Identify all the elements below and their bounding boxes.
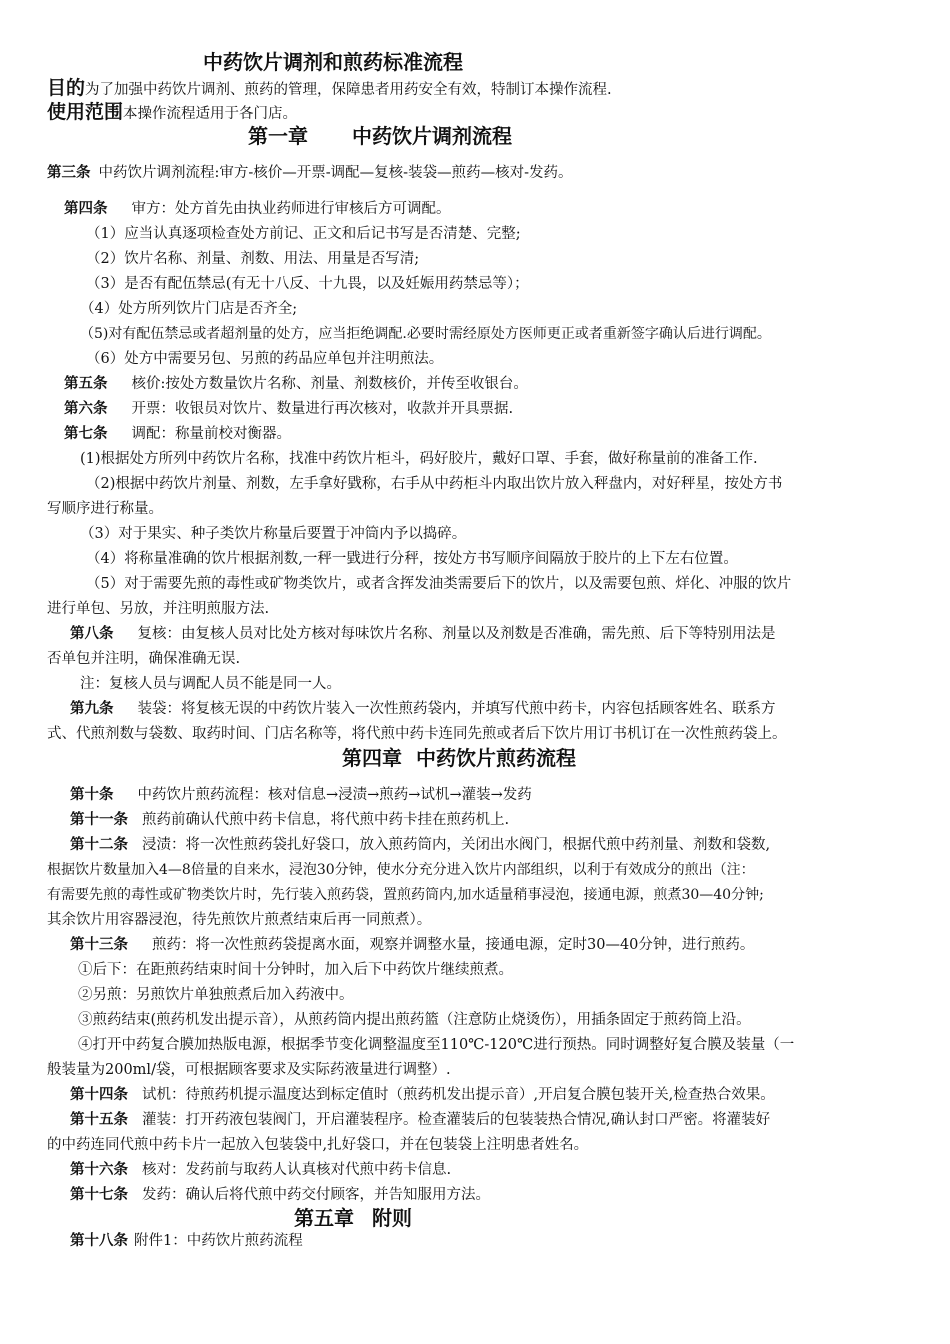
article-6-text: 开票：收银员对饮片、数量进行再次核对，收款并开具票据. [131,401,514,417]
article-15-label: 第十五条 [70,1112,128,1128]
article-4 [64,199,451,219]
article-10-label: 第十条 [70,787,114,803]
chapter1-label: 第一章 [248,124,308,148]
article-4-item: （6）处方中需要另包、另煎的药品应单包并注明煎法。 [86,351,444,367]
article-7-item: 进行单包、另放，并注明煎服方法. [47,601,270,617]
article-7 [64,424,291,444]
article-16 [70,1160,451,1180]
article-5-label: 第五条 [64,376,108,392]
chapter5-heading [294,1205,412,1231]
article-8 [70,624,776,644]
article-9-line: 式、代煎剂数与袋数、取药时间、门店名称等，将代煎中药卡连同先煎或者后下饮片用订书机订在一次性煎药袋上。 [47,726,787,742]
purpose-text: 为了加强中药饮片调剂、煎药的管理，保障患者用药安全有效，特制订本操作流程. [85,82,612,98]
article-7-item: 写顺序进行称量。 [47,501,163,517]
article-3 [47,163,572,183]
article-13-item: ②另煎：另煎饮片单独煎煮后加入药液中。 [78,987,354,1003]
article-13-item: 般装量为200ml/袋，可根据顾客要求及实际药液量进行调整）. [47,1062,451,1078]
chapter1-heading [248,123,512,149]
chapter4-title: 中药饮片煎药流程 [416,746,576,770]
article-4-item: （3）是否有配伍禁忌(有无十八反、十九畏，以及妊娠用药禁忌等）； [86,276,529,292]
article-12-text: 浸渍：将一次性煎药袋扎好袋口，放入煎药筒内，关闭出水阀门，根据代煎中药剂量、剂数和袋数, [142,837,771,853]
article-7-item: （3）对于果实、种子类饮片称量后要置于冲筒内予以捣碎。 [80,526,467,542]
chapter1-title: 中药饮片调剂流程 [352,124,512,148]
article-7-label: 第七条 [64,426,108,442]
article-5-text: 核价:按处方数量饮片名称、剂量、剂数核价，并传至收银台。 [131,376,528,392]
article-7-item: (1)根据处方所列中药饮片名称，找准中药饮片柜斗，码好胶片，戴好口罩、手套，做好称量前的准备工作. [80,451,758,467]
article-12-line: 根据饮片数量加入4—8倍量的自来水，浸泡30分钟，使水分充分进入饮片内部组织，以利于有效成分的煎出（注： [47,862,755,878]
article-13-item: ③煎药结束(煎药机发出提示音），从煎药筒内提出煎药篮（注意防止烧烫伤），用插条固定于煎药筒上沿。 [78,1012,751,1028]
article-7-item: （4）将称量准确的饮片根据剂数,一秤一戥进行分秤，按处方书写顺序间隔放于胶片的上下左右位置。 [86,551,738,567]
article-13 [70,935,754,955]
article-3-label: 第三条 [47,165,91,181]
scope-text: 本操作流程适用于各门店。 [123,106,298,122]
article-13-item: ④打开中药复合膜加热版电源，根据季节变化调整温度至110℃-120℃进行预热。同时调整好复合膜及装量（一 [78,1037,795,1053]
scope-label: 使用范围 [47,101,124,123]
article-11-label: 第十一条 [70,812,128,828]
article-14-text: 试机：待煎药机提示温度达到标定值时（煎药机发出提示音）,开启复合膜包装开关,检查热合效果。 [142,1087,775,1103]
article-13-text: 煎药：将一次性煎药袋提离水面，观察并调整水量，接通电源，定时30—40分钟，进行煎药。 [152,937,755,953]
article-3-text: 中药饮片调剂流程:审方-核价—开票-调配—复核-装袋—煎药—核对-发药。 [98,165,573,181]
article-4-text: 审方：处方首先由执业药师进行审核后方可调配。 [131,201,451,217]
article-17-text: 发药：确认后将代煎中药交付顾客，并告知服用方法。 [142,1187,490,1203]
article-14-label: 第十四条 [70,1087,128,1103]
article-6 [64,399,513,419]
article-18-text: 附件1：中药饮片煎药流程 [134,1233,303,1249]
article-5 [64,374,528,394]
purpose-line [47,76,612,102]
article-10 [70,785,532,805]
article-16-label: 第十六条 [70,1162,128,1178]
article-15-line: 的中药连同代煎中药卡片一起放入包装袋中,扎好袋口，并在包装袋上注明患者姓名。 [47,1137,589,1153]
article-10-text: 中药饮片煎药流程：核对信息→浸渍→煎药→试机→灌装→发药 [137,787,532,803]
article-18-label: 第十八条 [70,1233,128,1249]
chapter5-title: 附则 [372,1206,412,1230]
article-4-label: 第四条 [64,201,108,217]
article-12-line: 有需要先煎的毒性或矿物类饮片时，先行装入煎药袋，置煎药筒内,加水适量稍事浸泡，接通电源，煎煮30—40分钟; [47,887,764,903]
article-7-text: 调配：称量前校对衡器。 [131,426,291,442]
article-4-item: （5)对有配伍禁忌或者超剂量的处方，应当拒绝调配.必要时需经原处方医师更正或者重新签字确认后进行调配。 [80,326,771,342]
article-11 [70,810,509,830]
article-7-item: （5）对于需要先煎的毒性或矿物类饮片，或者含挥发油类需要后下的饮片，以及需要包煎、烊化、冲服的饮片 [86,576,792,592]
chapter4-heading [342,745,576,771]
article-16-text: 核对：发药前与取药人认真核对代煎中药卡信息. [142,1162,452,1178]
article-9-label: 第九条 [70,701,114,717]
article-13-item: ①后下：在距煎药结束时间十分钟时，加入后下中药饮片继续煎煮。 [78,962,513,978]
chapter4-label: 第四章 [342,746,402,770]
article-12-line: 其余饮片用容器浸泡，待先煎饮片煎煮结束后再一同煎煮）。 [47,912,432,928]
article-4-item: （4）处方所列饮片门店是否齐全; [80,301,298,317]
article-8-text: 复核：由复核人员对比处方核对每味饮片名称、剂量以及剂数是否准确，需先煎、后下等特别用法是 [137,626,776,642]
article-8-note: 注：复核人员与调配人员不能是同一人。 [80,676,341,692]
article-8-label: 第八条 [70,626,114,642]
article-17-label: 第十七条 [70,1187,128,1203]
article-4-item: （2）饮片名称、剂量、剂数、用法、用量是否写清; [86,251,420,267]
article-4-item: （1）应当认真逐项检查处方前记、正文和后记书写是否清楚、完整; [86,226,521,242]
article-17 [70,1185,490,1205]
article-18 [70,1231,303,1251]
article-9 [70,699,776,719]
article-12-label: 第十二条 [70,837,128,853]
article-9-text: 装袋：将复核无误的中药饮片装入一次性煎药袋内，并填写代煎中药卡，内容包括顾客姓名、联系方 [137,701,776,717]
article-15 [70,1110,770,1130]
article-7-item: （2)根据中药饮片剂量、剂数，左手拿好戥称，右手从中药柜斗内取出饮片放入秤盘内，对好秤星，按处方书 [86,476,783,492]
chapter5-label: 第五章 [294,1206,354,1230]
document-title: 中药饮片调剂和煎药标准流程 [203,50,463,74]
article-8-line: 否单包并注明，确保准确无误. [47,651,241,667]
article-13-label: 第十三条 [70,937,128,953]
article-15-text: 灌装：打开药液包装阀门，开启灌装程序。检查灌装后的包装装热合情况,确认封口严密。将灌装好 [142,1112,771,1128]
article-11-text: 煎药前确认代煎中药卡信息，将代煎中药卡挂在煎药机上. [142,812,510,828]
article-14 [70,1085,775,1105]
purpose-label: 目的 [47,77,86,99]
article-12 [70,835,770,855]
article-6-label: 第六条 [64,401,108,417]
